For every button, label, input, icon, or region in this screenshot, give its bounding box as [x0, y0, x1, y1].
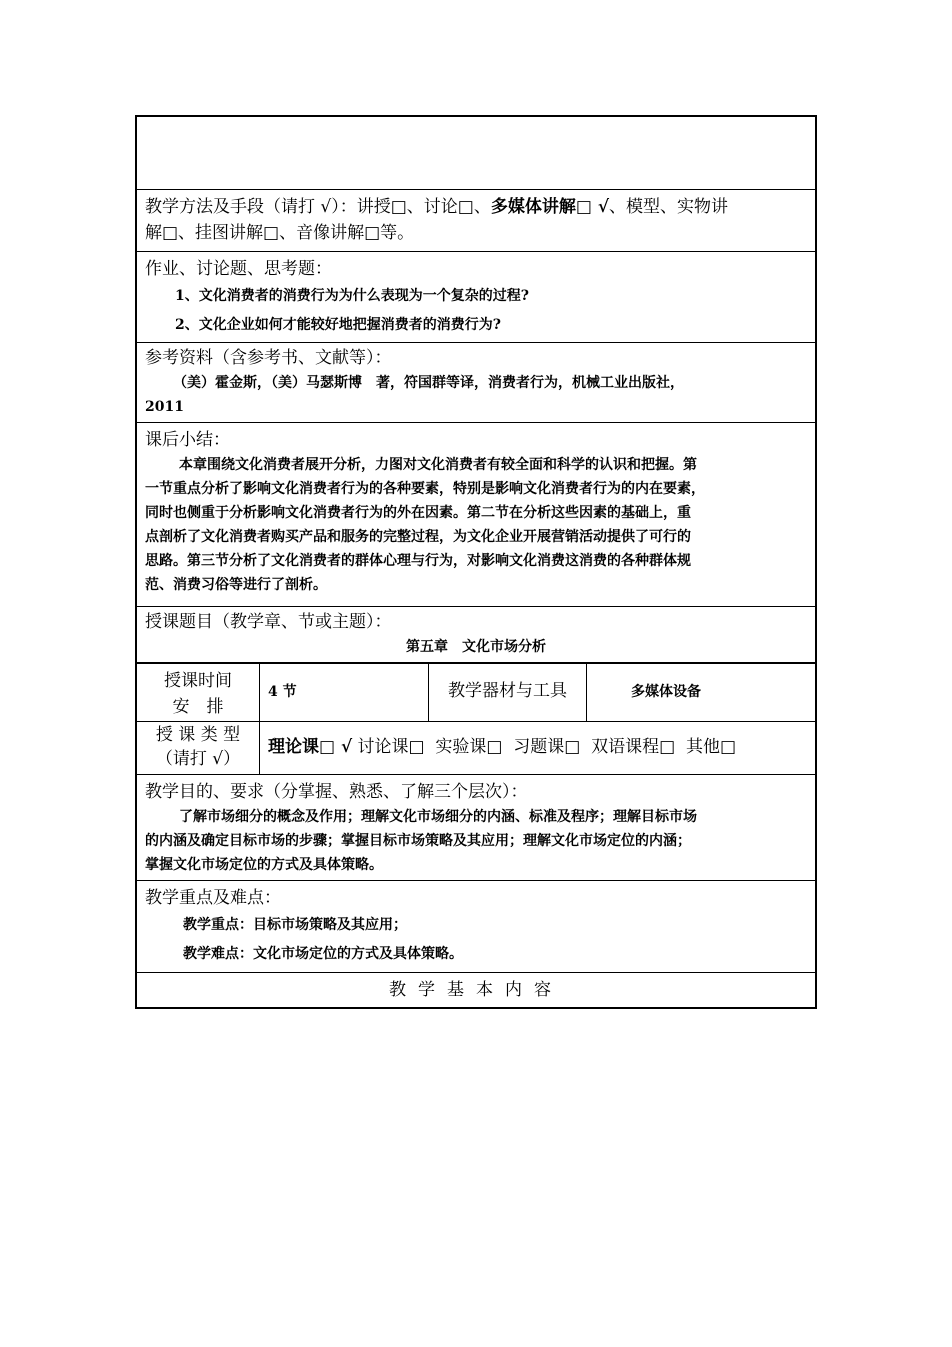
objectives-line: 的内涵及确定目标市场的步骤；掌握目标市场策略及其应用；理解文化市场定位的内涵；: [145, 833, 691, 849]
time-value: 4 节: [268, 684, 297, 700]
summary-line: 本章围绕文化消费者展开分析，力图对文化消费者有较全面和科学的认识和把握。第: [179, 457, 697, 473]
objectives-line: 掌握文化市场定位的方式及具体策略。: [145, 857, 383, 873]
time-label-2: 安 排: [172, 697, 224, 717]
chapter-title: 第五章 文化市场分析: [406, 639, 546, 655]
topic-label: 授课题目（教学章、节或主题）：: [145, 612, 392, 632]
class-type-label: 授 课 类 型: [155, 725, 241, 745]
time-value-cell: [260, 664, 429, 721]
class-type-hint: （请打 √）: [155, 749, 241, 769]
time-label-cell: [137, 664, 260, 721]
summary-line: 点剖析了文化消费者购买产品和服务的完整过程，为文化企业开展营销活动提供了可行的: [145, 529, 691, 545]
equipment-value: 多媒体设备: [631, 684, 701, 700]
class-type-label-cell: [137, 722, 260, 774]
homework-row: [137, 252, 815, 343]
basic-content-heading: 教学基本内容: [389, 980, 563, 1000]
schedule-row: [137, 664, 815, 722]
equipment-label-cell: [429, 664, 587, 721]
course-plan-table: [135, 115, 817, 1009]
summary-line: 同时也侧重于分析影响文化消费者行为的外在因素。第二节在分析这些因素的基础上，重: [145, 505, 691, 521]
class-type-options: [268, 734, 815, 760]
teaching-method-line1: [145, 194, 807, 220]
key-points-label: 教学重点及难点：: [145, 888, 281, 908]
teaching-method-line2: 解□、挂图讲解□、音像讲解□等。: [145, 223, 415, 243]
homework-item-1: 1、文化消费者的消费行为为什么表现为一个复杂的过程?: [175, 288, 529, 304]
references-label: 参考资料（含参考书、文献等）：: [145, 348, 392, 368]
equipment-value-cell: [587, 664, 815, 721]
topic-row: [137, 607, 815, 664]
objectives-label: 教学目的、要求（分掌握、熟悉、了解三个层次）：: [145, 782, 528, 802]
objectives-line: 了解市场细分的概念及作用；理解文化市场细分的内涵、标准及程序；理解目标市场: [179, 809, 697, 825]
summary-line: 一节重点分析了影响文化消费者行为的各种要素，特别是影响文化消费者行为的内在要素，: [145, 481, 705, 497]
blank-row: [137, 117, 815, 190]
teaching-focus: 教学重点：目标市场策略及其应用；: [183, 917, 407, 933]
teaching-method-suffix: 、模型、实物讲: [609, 197, 729, 217]
class-type-selected: 理论课□ √: [268, 737, 353, 757]
references-line1: （美）霍金斯，（美）马瑟斯博 著，符国群等译，消费者行为，机械工业出版社，: [173, 375, 684, 391]
references-line2: 2011: [145, 399, 184, 415]
equipment-label: 教学器材与工具: [448, 681, 567, 701]
class-type-others: 讨论课□ 实验课□ 习题课□ 双语课程□ 其他□: [352, 737, 737, 757]
references-row: [137, 343, 815, 423]
summary-label: 课后小结：: [145, 430, 230, 450]
class-type-options-cell: [260, 722, 815, 774]
homework-label: 作业、讨论题、思考题：: [145, 259, 332, 279]
objectives-row: [137, 775, 815, 881]
summary-row: [137, 423, 815, 607]
key-points-row: [137, 881, 815, 973]
teaching-method-row: [137, 190, 815, 252]
class-type-row: [137, 722, 815, 775]
teaching-method-prefix: 教学方法及手段（请打 √）：讲授□、讨论□、: [145, 197, 491, 217]
teaching-difficulty: 教学难点：文化市场定位的方式及具体策略。: [183, 946, 463, 962]
summary-line: 思路。第三节分析了文化消费者的群体心理与行为，对影响文化消费这消费的各种群体规: [145, 553, 691, 569]
homework-item-2: 2、文化企业如何才能较好地把握消费者的消费行为?: [175, 317, 501, 333]
time-label: 授课时间: [164, 671, 232, 691]
basic-content-row: [137, 973, 815, 1007]
summary-line: 范、消费习俗等进行了剖析。: [145, 577, 327, 593]
teaching-method-selected: 多媒体讲解□ √: [490, 197, 610, 217]
